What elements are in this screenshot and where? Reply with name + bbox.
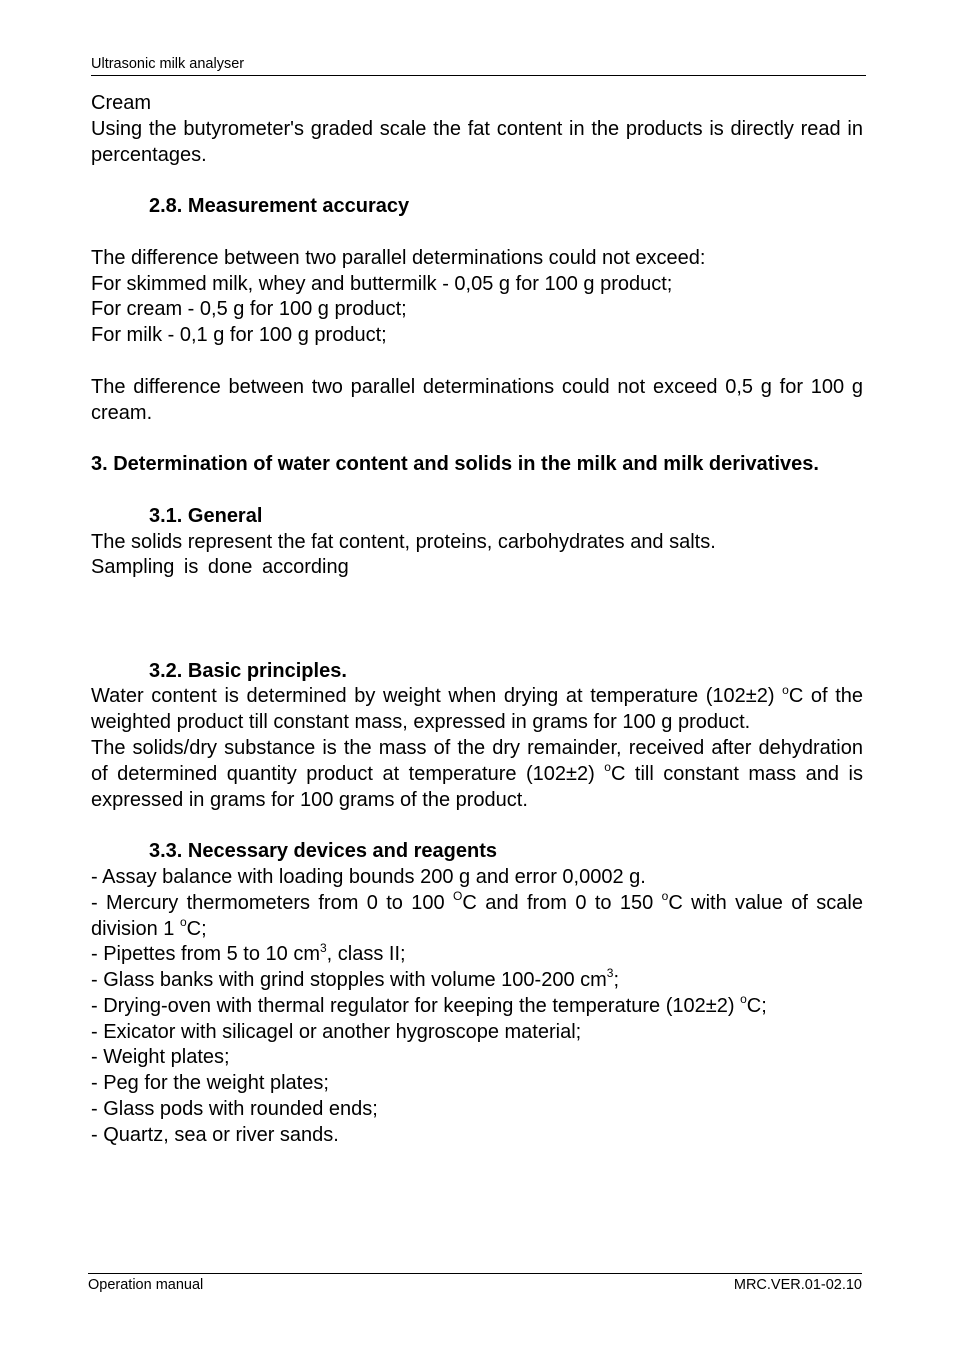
- header-title: Ultrasonic milk analyser: [91, 56, 245, 72]
- section-3-1-heading: 3.1. General: [149, 504, 263, 527]
- accuracy-intro: The difference between two parallel determinations could not exceed:: [91, 246, 706, 269]
- cream-label: Cream: [91, 92, 152, 114]
- section-2-8-heading: 2.8. Measurement accuracy: [149, 195, 410, 218]
- general-text: The solids represent the fat content, proteins, carbohydrates and salts.: [91, 530, 716, 553]
- device-list-item: - Pipettes from 5 to 10 $cm^3$, class II;: [91, 940, 406, 966]
- footer-right: MRC.VER.01-02.10: [733, 1277, 862, 1293]
- page-header: [91, 56, 866, 76]
- accuracy-line: For milk - 0,1 g for 100 g product;: [91, 324, 387, 347]
- sampling-text: Sampling is done according: [91, 556, 349, 579]
- butyrometer-text: Using the butyrometer's graded scale the fat content in the products is directly read in percentages.: [91, 117, 863, 166]
- page-footer: [88, 1273, 862, 1293]
- device-list-item: - Glass banks with grind stopples with volume 100-200 $cm^3$;: [91, 966, 620, 992]
- accuracy-note: The difference between two parallel determinations could not exceed 0,5 g for 100 g cream.: [91, 375, 863, 424]
- principle-paragraph: The solids/dry substance is the mass of the dry remainder, received after dehydration of determined quantity product at temperature (102±2) $^o$C till constant mass and is expressed in grams for 100 grams of the product.: [91, 736, 863, 811]
- section-3-3-heading: 3.3. Necessary devices and reagents: [149, 840, 497, 863]
- device-list-item: - Peg for the weight plates;: [91, 1072, 329, 1095]
- device-list-item: - Drying-oven with thermal regulator for keeping the temperature (102±2) $^o$C;: [91, 992, 767, 1017]
- device-list-item: - Mercury thermometers from 0 to 100 $^O$C and from 0 to 150 $^o$C with value of scale division 1 $^o$C;: [91, 889, 863, 940]
- device-list-item: - Weight plates;: [91, 1046, 230, 1069]
- footer-left: Operation manual: [88, 1277, 204, 1293]
- principle-paragraph: Water content is determined by weight when drying at temperature (102±2) $^o$C of the weighted product till constant mass, expressed in grams for 100 g product.: [91, 682, 864, 734]
- device-list-item: - Glass pods with rounded ends;: [91, 1098, 378, 1121]
- accuracy-line: For skimmed milk, whey and buttermilk - 0,05 g for 100 g product;: [91, 272, 673, 295]
- device-list-item: - Quartz, sea or river sands.: [91, 1123, 339, 1146]
- section-3-heading: 3. Determination of water content and solids in the milk and milk derivatives.: [91, 453, 819, 476]
- accuracy-line: For cream - 0,5 g for 100 g product;: [91, 298, 407, 321]
- section-3-2-heading: 3.2. Basic principles.: [149, 659, 347, 682]
- device-list-item: - Assay balance with loading bounds 200 g and error 0,0002 g.: [91, 865, 646, 888]
- document-body: [91, 91, 863, 1149]
- device-list-item: - Exicator with silicagel or another hygroscope material;: [91, 1020, 582, 1043]
